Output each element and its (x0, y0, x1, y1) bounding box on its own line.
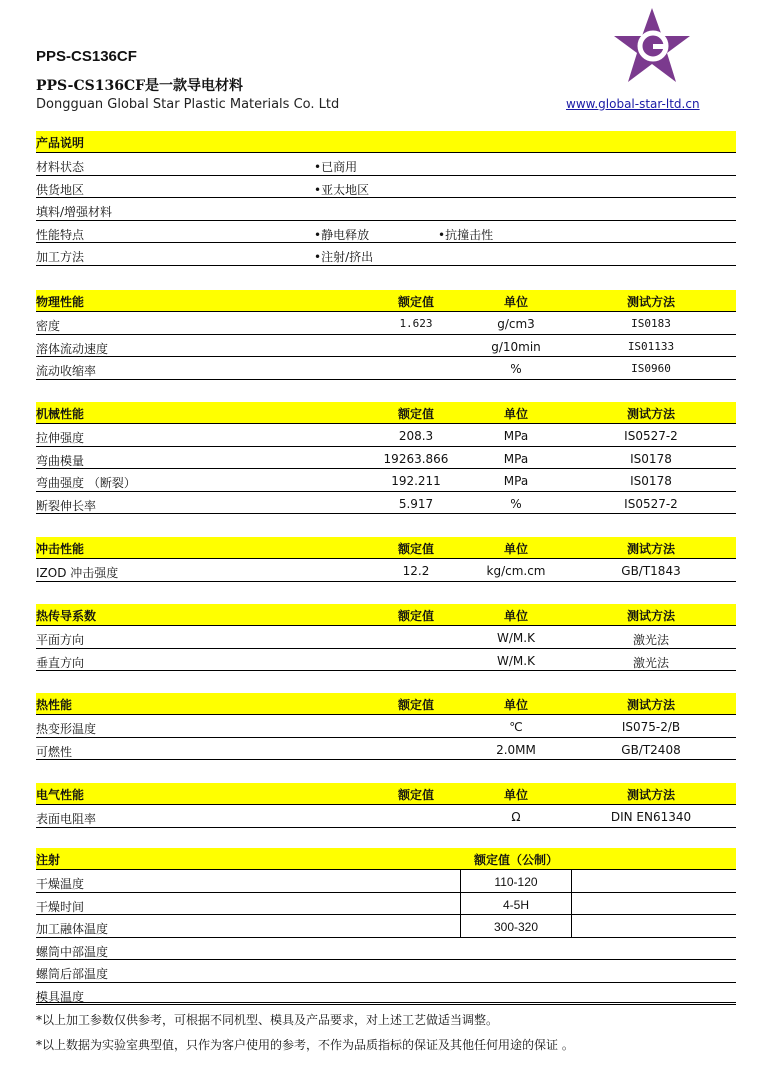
unit: W/M.K (497, 653, 535, 668)
table-row (36, 357, 736, 380)
column-header: 额定值 (397, 609, 434, 623)
footnote: *以上加工参数仅供参考，可根据不同机型、模具及产品要求，对上述工艺做适当调整。 (36, 1013, 499, 1027)
row-value: •静电释放 (314, 227, 370, 242)
table-row (36, 559, 736, 582)
company-url-link[interactable]: www.global-star-ltd.cn (566, 97, 700, 111)
row-label: 干燥温度 (36, 877, 85, 891)
table-row (36, 960, 736, 983)
footnote: *以上数据为实验室典型值，只作为客户使用的参考，不作为品质指标的保证及其他任何用途的保证 。 (36, 1038, 574, 1052)
column-header: 额定值 (397, 407, 434, 421)
section-header (36, 131, 736, 153)
section-heading: 电气性能 (36, 788, 85, 802)
row-label: 流动收缩率 (36, 364, 97, 378)
row-label: 表面电阻率 (36, 812, 97, 826)
unit: Ω (511, 810, 521, 824)
test-method: 激光法 (632, 633, 669, 647)
section-heading: 物理性能 (36, 295, 85, 309)
table-row (36, 469, 736, 492)
column-header: 单位 (503, 407, 528, 421)
row-value: •亚太地区 (314, 182, 370, 197)
table-row (36, 176, 736, 199)
document-subtitle: PPS-CS136CF是一款导电材料 (36, 78, 244, 94)
test-method: IS075-2/B (621, 720, 681, 734)
unit: kg/cm.cm (486, 564, 546, 578)
table-row (36, 893, 736, 916)
table-row (36, 447, 736, 470)
column-header: 测试方法 (626, 788, 675, 802)
rated-value: 12.2 (402, 564, 430, 578)
row-value: •抗撞击性 (438, 227, 494, 242)
rated-value: 300-320 (493, 920, 539, 934)
row-label: 平面方向 (36, 633, 85, 647)
row-label: IZOD 冲击强度 (36, 566, 119, 580)
section-heading: 注射 (36, 853, 61, 867)
unit: MPa (503, 474, 529, 488)
section-header (36, 604, 736, 626)
row-label: 填料/增强材料 (36, 205, 113, 219)
test-method: 激光法 (632, 655, 669, 670)
table-row (36, 335, 736, 358)
table-row (36, 492, 736, 515)
test-method: IS0527-2 (624, 429, 678, 443)
table-row (36, 626, 736, 649)
row-label: 供货地区 (36, 182, 85, 197)
column-header: 单位 (503, 609, 528, 623)
section-header (36, 693, 736, 715)
column-header: 测试方法 (626, 295, 675, 309)
section-heading: 冲击性能 (36, 542, 85, 556)
section-heading: 产品说明 (36, 136, 85, 150)
row-label: 弯曲模量 (36, 453, 85, 468)
unit: ℃ (509, 720, 523, 734)
rated-value: 208.3 (398, 429, 434, 443)
table-row (36, 915, 736, 938)
table-row (36, 715, 736, 738)
column-header: 测试方法 (626, 407, 675, 421)
table-row (36, 805, 736, 828)
section-header (36, 402, 736, 424)
column-header: 单位 (503, 788, 528, 802)
section-header (36, 848, 736, 870)
rated-value: 5.917 (398, 496, 434, 511)
product-description-section (36, 131, 736, 266)
mechanical-properties-section (36, 402, 736, 514)
test-method: IS0178 (630, 451, 672, 466)
row-label: 材料状态 (36, 160, 85, 174)
company-name: Dongguan Global Star Plastic Materials Co. Ltd (36, 97, 340, 112)
test-method: IS0183 (631, 317, 671, 330)
row-label: 垂直方向 (36, 655, 85, 670)
row-label: 热变形温度 (36, 722, 97, 736)
rated-value: 1.623 (399, 317, 433, 330)
test-method: IS0527-2 (624, 496, 678, 511)
unit: MPa (503, 429, 529, 443)
section-heading: 热传导系数 (36, 609, 97, 623)
row-label: 加工方法 (36, 250, 85, 264)
table-row (36, 649, 736, 672)
row-label: 模具温度 (36, 989, 85, 1004)
column-header: 额定值 (397, 788, 434, 802)
row-label: 拉伸强度 (36, 431, 85, 445)
rated-value: 19263.866 (383, 451, 449, 466)
table-row (36, 738, 736, 761)
section-header (36, 783, 736, 805)
section-heading: 机械性能 (36, 407, 85, 421)
test-method: GB/T1843 (621, 564, 681, 578)
unit: g/cm3 (497, 317, 535, 331)
table-row (36, 938, 736, 961)
row-label: 密度 (36, 319, 61, 333)
row-label: 螺筒中部温度 (36, 944, 109, 959)
injection-section (36, 848, 736, 1005)
unit: % (510, 496, 522, 511)
test-method: IS01133 (627, 339, 675, 353)
column-header: 额定值 (397, 295, 434, 309)
test-method: IS0960 (631, 362, 671, 375)
footnotes (36, 1008, 574, 1058)
test-method: IS0178 (630, 474, 672, 488)
impact-properties-section (36, 537, 736, 582)
row-label: 弯曲强度 （断裂） (36, 476, 136, 490)
rated-value: 110-120 (494, 875, 538, 889)
column-header: 测试方法 (626, 609, 675, 623)
row-label: 断裂伸长率 (36, 498, 97, 513)
unit: MPa (503, 451, 529, 466)
electrical-properties-section (36, 783, 736, 828)
row-label: 干燥时间 (36, 899, 85, 914)
column-header: 测试方法 (626, 542, 675, 556)
global-star-logo-icon (612, 6, 692, 86)
thermal-conductivity-section (36, 604, 736, 671)
row-label: 加工融体温度 (36, 922, 109, 936)
table-row (36, 243, 736, 266)
row-value: •注射/挤出 (314, 250, 374, 264)
table-row (36, 221, 736, 244)
unit: W/M.K (497, 631, 535, 645)
test-method: GB/T2408 (621, 742, 681, 757)
table-row (36, 983, 736, 1006)
unit: % (510, 362, 522, 376)
physical-properties-section (36, 290, 736, 380)
thermal-properties-section (36, 693, 736, 760)
rated-value: 4-5H (502, 897, 529, 912)
table-row (36, 312, 736, 335)
table-row (36, 870, 736, 893)
row-label: 可燃性 (36, 744, 73, 759)
table-row (36, 424, 736, 447)
section-header (36, 537, 736, 559)
document-title: PPS-CS136CF (36, 48, 137, 65)
column-header: 单位 (503, 698, 528, 712)
table-row (36, 198, 736, 221)
row-label: 溶体流动速度 (36, 341, 109, 356)
unit: 2.0MM (496, 742, 536, 757)
row-value: •已商用 (314, 160, 358, 174)
column-header: 测试方法 (626, 698, 675, 712)
test-method: DIN EN61340 (610, 810, 692, 824)
table-row (36, 153, 736, 176)
rated-value: 192.211 (391, 474, 441, 488)
row-label: 螺筒后部温度 (36, 967, 109, 981)
column-header: 单位 (503, 542, 528, 556)
column-header: 额定值 (397, 698, 434, 712)
column-header: 单位 (503, 295, 528, 309)
section-heading: 热性能 (36, 698, 73, 712)
unit: g/10min (491, 339, 541, 354)
section-header (36, 290, 736, 312)
column-header: 额定值 (397, 542, 434, 556)
row-label: 性能特点 (36, 227, 85, 242)
column-header: 额定值（公制） (473, 853, 558, 867)
